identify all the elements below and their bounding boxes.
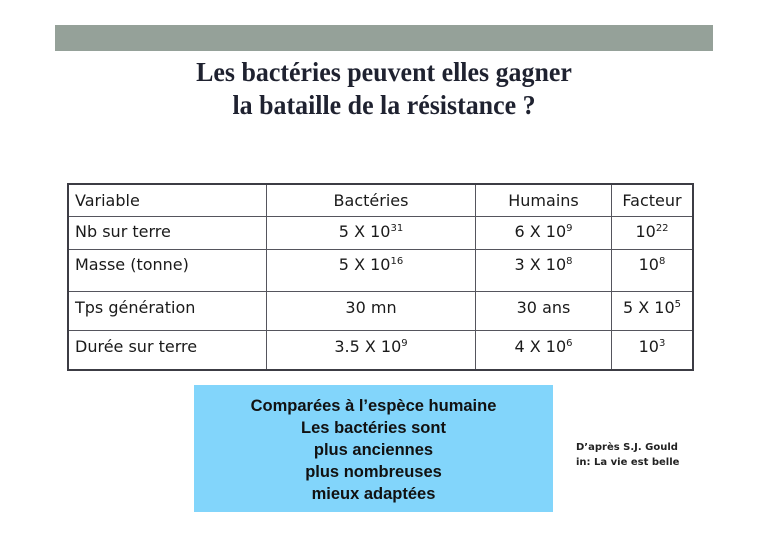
- cell-facteur: $10^3$: [612, 331, 694, 371]
- cell-bacteries: 5 X $10^{16}$: [267, 250, 476, 292]
- conclusion-line: plus anciennes: [313, 441, 434, 459]
- title-line-1: Les bactéries peuvent elles gagner: [196, 57, 572, 87]
- slide-title: [15, 56, 752, 122]
- cell-humains: 30 ans: [476, 292, 612, 331]
- header-bacteries: Bactéries: [267, 184, 476, 217]
- cell-facteur: $10^8$: [612, 250, 694, 292]
- cell-humains: 3 X $10^8$: [476, 250, 612, 292]
- cell-bacteries: 30 mn: [267, 292, 476, 331]
- table-row: [68, 331, 693, 371]
- conclusion-line: Les bactéries sont: [301, 419, 446, 437]
- table-row: [68, 250, 693, 292]
- cell-variable: Nb sur terre: [68, 217, 267, 250]
- conclusion-line: mieux adaptées: [311, 485, 436, 503]
- credit-line-1: D’après S.J. Gould: [576, 442, 678, 453]
- cell-facteur: 5 X $10^5$: [612, 292, 694, 331]
- conclusion-line: plus nombreuses: [305, 463, 442, 481]
- cell-variable: Masse (tonne): [68, 250, 267, 292]
- cell-facteur: $10^{22}$: [612, 217, 694, 250]
- cell-bacteries: 5 X $10^{31}$: [267, 217, 476, 250]
- title-line-2: la bataille de la résistance ?: [232, 90, 536, 120]
- source-credit: [576, 440, 679, 470]
- table-row: [68, 217, 693, 250]
- cell-humains: 4 X $10^6$: [476, 331, 612, 371]
- cell-humains: 6 X $10^9$: [476, 217, 612, 250]
- credit-line-2: in: La vie est belle: [576, 457, 680, 468]
- table-header-row: [68, 184, 693, 217]
- header-variable: Variable: [68, 184, 267, 217]
- cell-bacteries: 3.5 X $10^9$: [267, 331, 476, 371]
- conclusion-line: Comparées à l’espèce humaine: [250, 397, 497, 415]
- cell-variable: Tps génération: [68, 292, 267, 331]
- header-facteur: Facteur: [612, 184, 694, 217]
- header-humains: Humains: [476, 184, 612, 217]
- comparison-table: [67, 183, 694, 371]
- cell-variable: Durée sur terre: [68, 331, 267, 371]
- table-row: [68, 292, 693, 331]
- header-bar: [55, 25, 713, 51]
- conclusion-box: [194, 385, 553, 512]
